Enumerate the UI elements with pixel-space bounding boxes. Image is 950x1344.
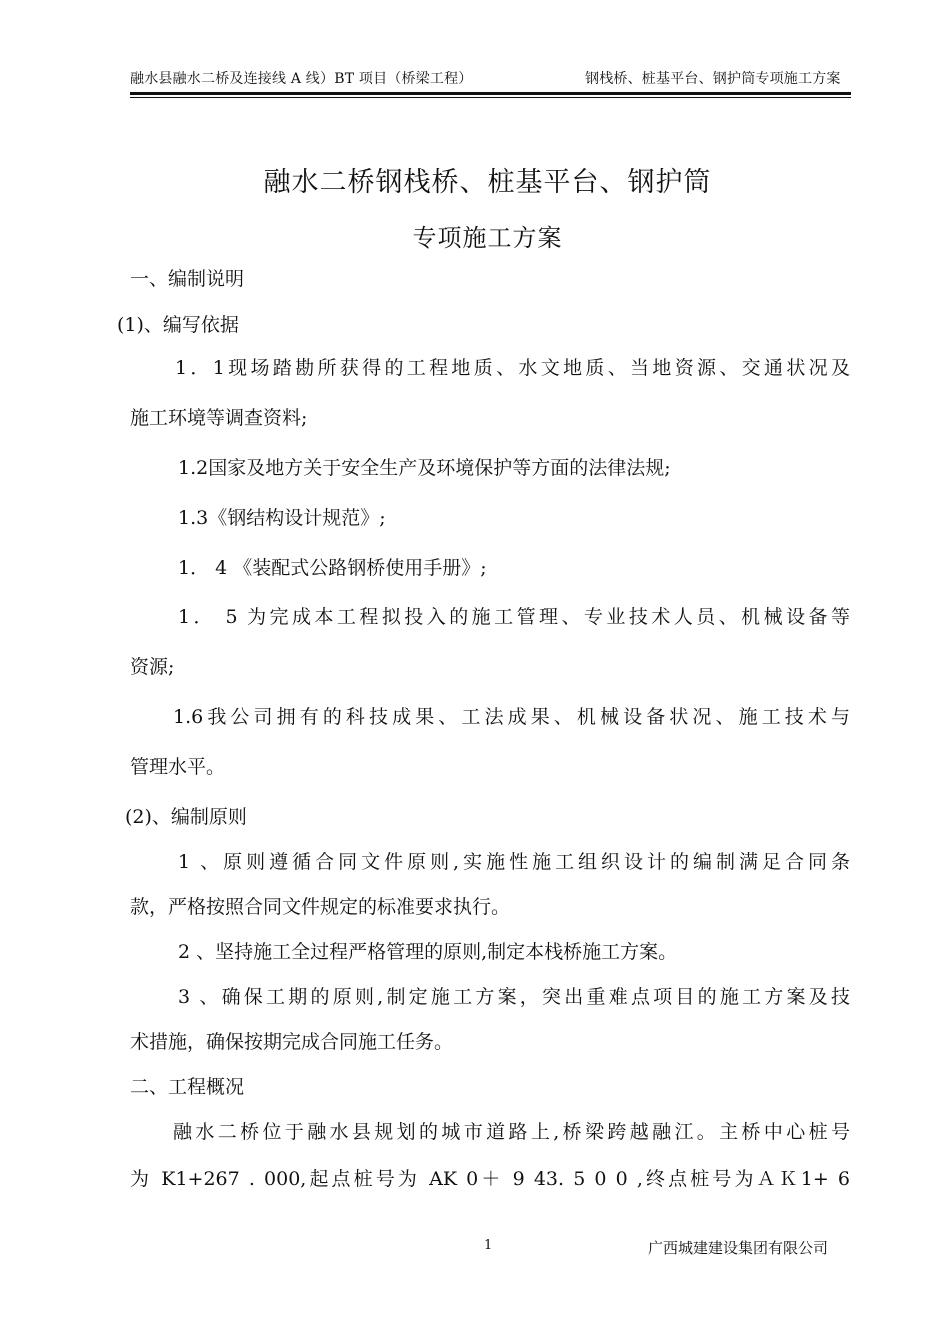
page-number: 1 xyxy=(484,1238,493,1253)
header-document-name: 钢栈桥、桩基平台、钢护筒专项施工方案 xyxy=(585,71,841,87)
paragraph-line: 1． 4 《装配式公路钢桥使用手册》; xyxy=(178,557,487,579)
paragraph-line: 款，严格按照合同文件规定的标准要求执行。 xyxy=(130,896,511,918)
paragraph-line: 1． 5 为完成本工程拟投入的施工管理、专业技术人员、机械设备等 xyxy=(178,606,850,628)
paragraph-line: 管理水平。 xyxy=(130,756,226,778)
paragraph-line: 1．1现场踏勘所获得的工程地质、水文地质、当地资源、交通状况及 xyxy=(175,357,850,379)
paragraph-line: 融水二桥位于融水县规划的城市道路上,桥梁跨越融江。主桥中心桩号 xyxy=(173,1121,850,1143)
footer-company: 广西城建建设集团有限公司 xyxy=(648,1239,829,1257)
paragraph-line: 施工环境等调查资料; xyxy=(130,407,308,429)
document-title: 融水二桥钢栈桥、桩基平台、钢护筒 xyxy=(263,167,712,198)
subsection-heading-basis: (1)、编写依据 xyxy=(117,314,239,336)
paragraph-line: 术措施，确保按期完成合同施工任务。 xyxy=(130,1031,454,1053)
document-subtitle: 专项施工方案 xyxy=(412,224,563,252)
paragraph-line: 1 、原则遵循合同文件原则,实施性施工组织设计的编制满足合同条 xyxy=(178,851,850,873)
paragraph-line: 2 、坚持施工全过程严格管理的原则,制定本栈桥施工方案。 xyxy=(178,941,678,963)
paragraph-line: 1.3《钢结构设计规范》; xyxy=(178,507,386,529)
paragraph-line: 1.6我公司拥有的科技成果、工法成果、机械设备状况、施工技术与 xyxy=(173,706,850,728)
paragraph-line: 3 、确保工期的原则,制定施工方案，突出重难点项目的施工方案及技 xyxy=(178,986,850,1008)
section-heading-2: 二、工程概况 xyxy=(130,1076,245,1098)
section-heading-1: 一、编制说明 xyxy=(130,268,245,290)
paragraph-line: 1.2国家及地方关于安全生产及环境保护等方面的法律法规; xyxy=(178,457,671,479)
subsection-heading-principles: (2)、编制原则 xyxy=(125,806,247,828)
header-rule xyxy=(130,92,851,95)
header-project-name: 融水县融水二桥及连接线 A 线）BT 项目（桥梁工程） xyxy=(130,71,473,87)
paragraph-line: 资源; xyxy=(130,656,175,678)
header-rule-thin xyxy=(130,97,851,98)
paragraph-line: 为 K1+267 . 000,起点桩号为 AK 0＋ 9 43. 5 0 0 ,终点桩号为ＡＫ1+ 6 xyxy=(130,1168,850,1190)
